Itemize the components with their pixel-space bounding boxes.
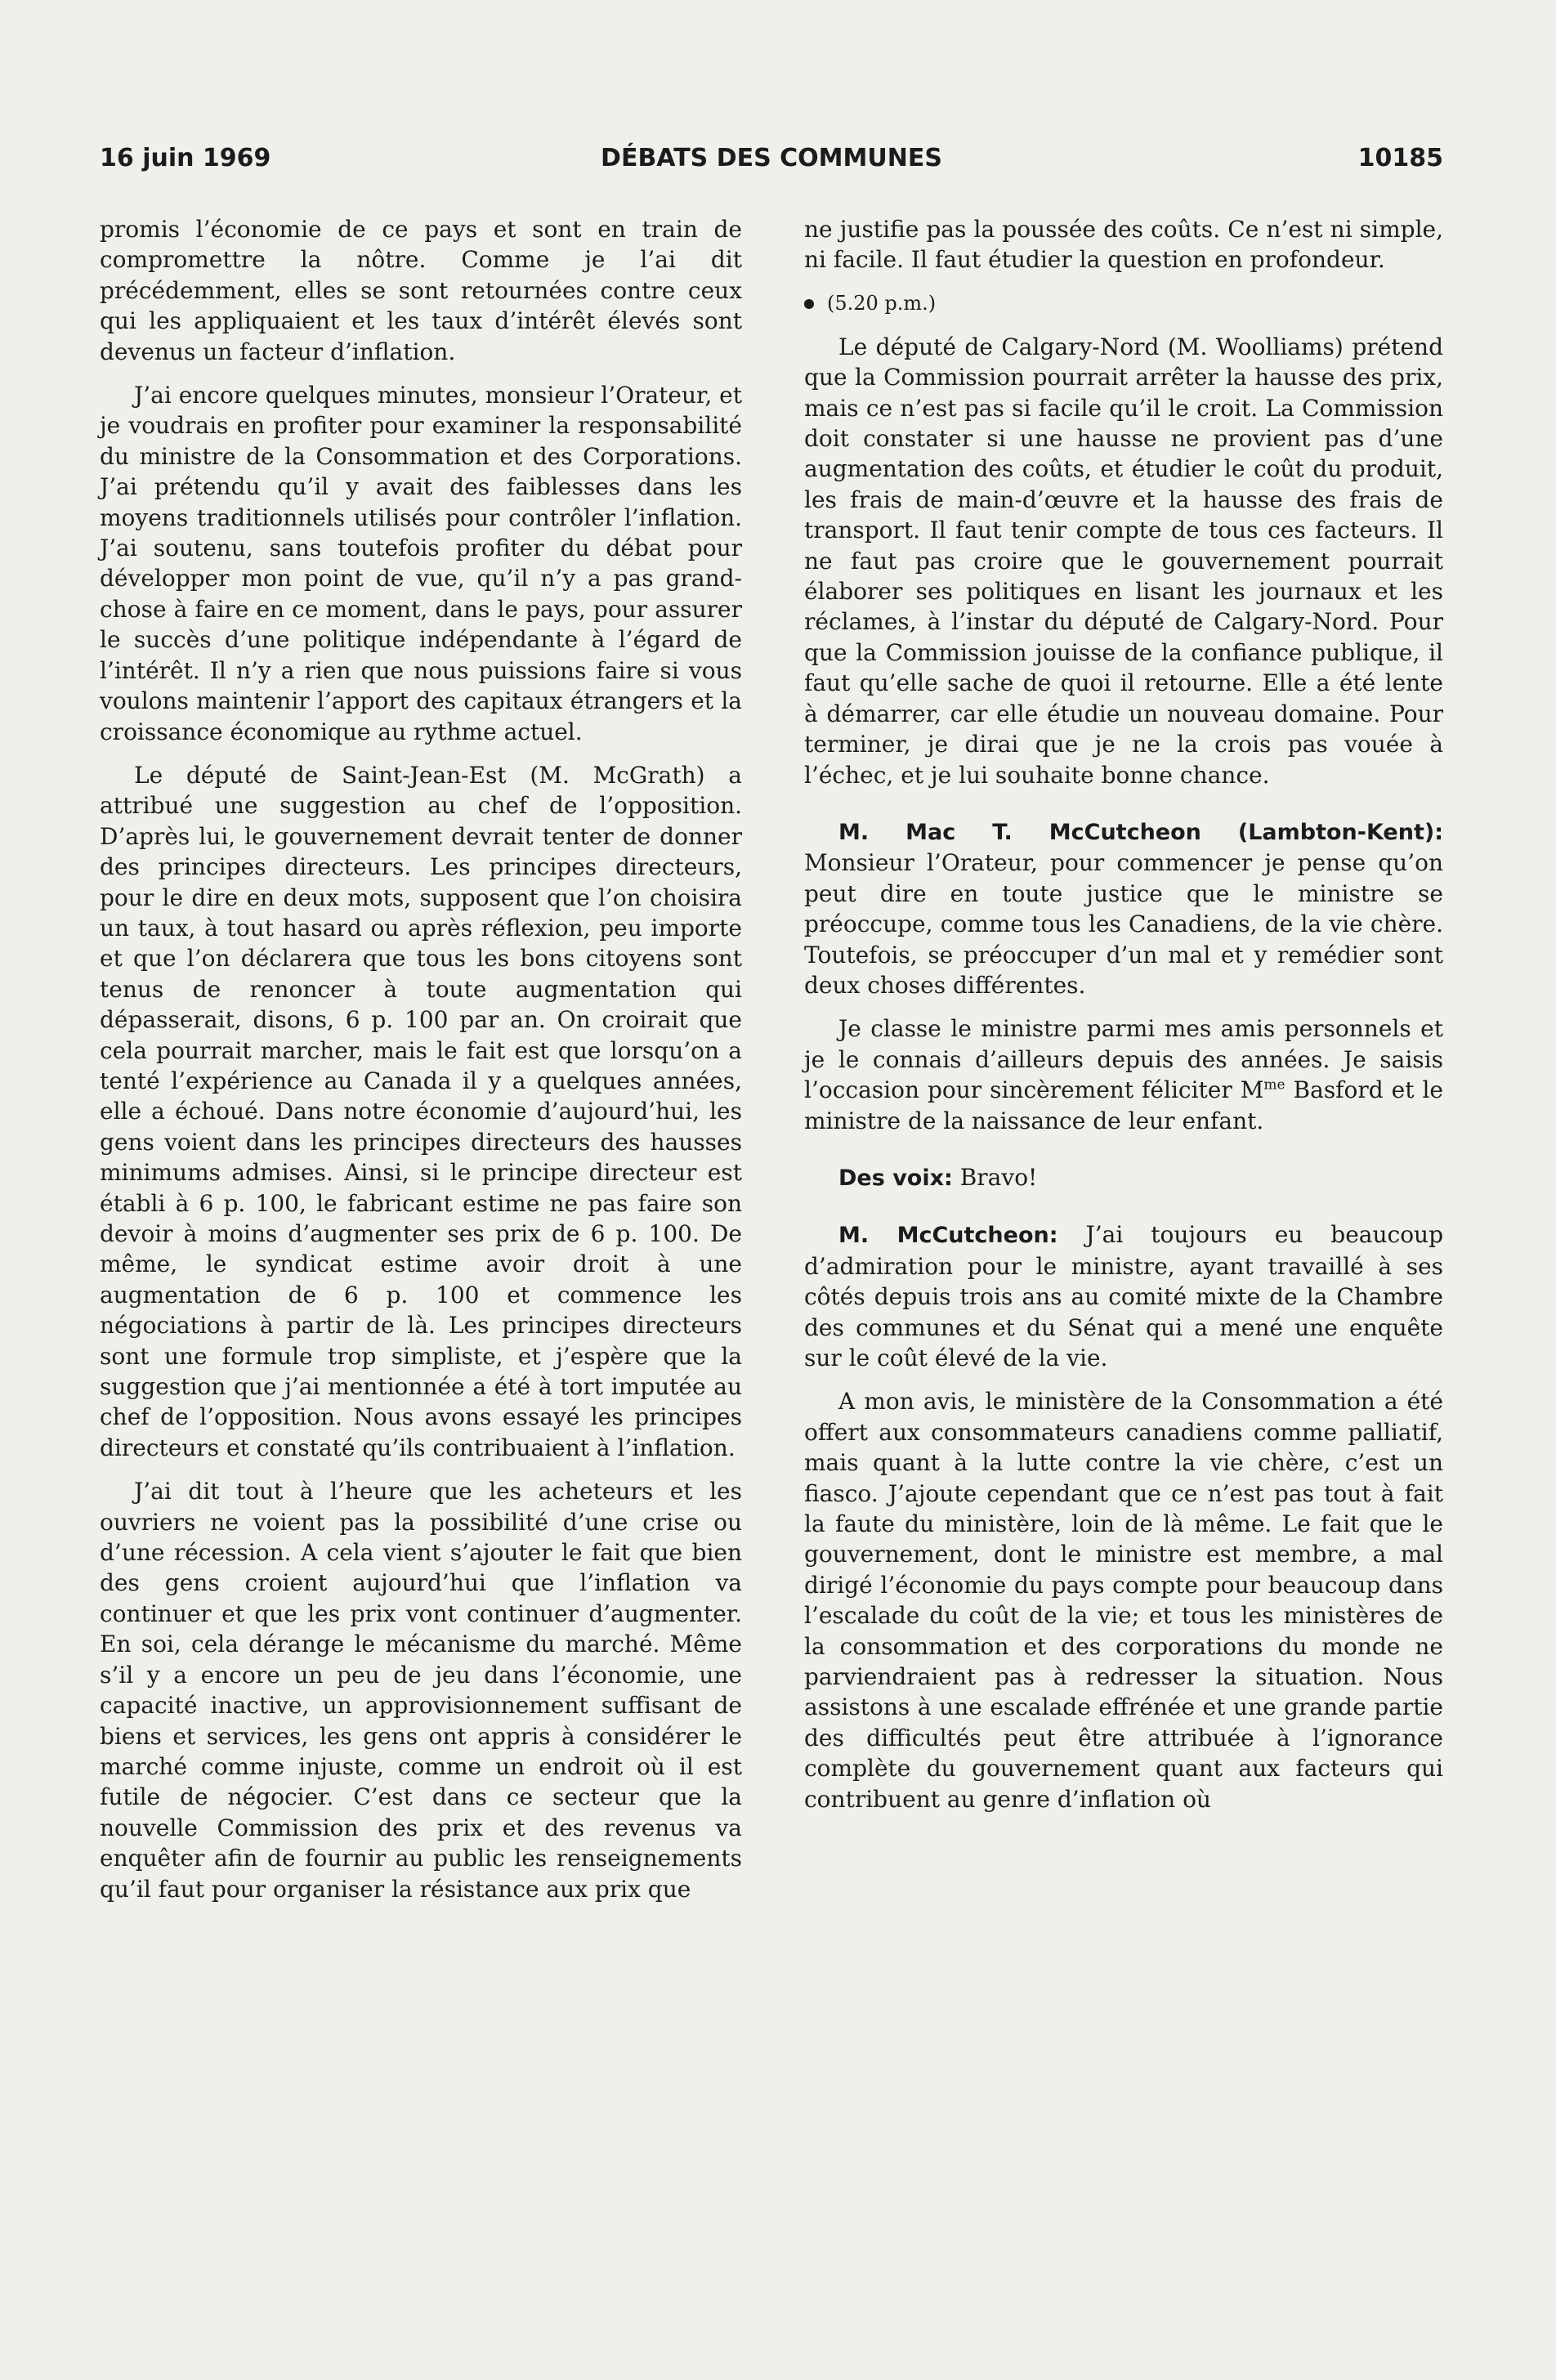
header-page-number: 10185 [1357,144,1443,172]
paragraph [804,816,1443,1000]
paragraph: Le député de Saint-Jean-Est (M. McGrath) a attribué une suggestion au chef de l’opposition. D’après lui, le gouvernement devrait tenter de donner des principes directeurs. Les principes directeurs, pour le dire en deux mots, supposent que l’on choisira un taux, à tout hasard ou après réflexion, peu importe et que l’on déclarera que tous les bons citoyens sont tenus de renoncer à toute augmentation qui dépasserait, disons, 6 p. 100 par an. On croirait que cela pourrait marcher, mais le fait est que lorsqu’on a tenté l’expérience au Canada il y a quelques années, elle a échoué. Dans notre économie d’aujourd’hui, les gens voient dans les principes directeurs des hausses minimums admises. Ainsi, si le principe directeur est établi à 6 p. 100, le fabricant estime ne pas faire son devoir à moins d’augmenter ses prix de 6 p. 100. De même, le syndicat estime avoir droit à une augmentation de 6 p. 100 et commence les négociations à partir de là. Les principes directeurs sont une formule trop simpliste, et j’espère que la suggestion que j’ai mentionnée a été à tort imputée au chef de l’opposition. Nous avons essayé les principes directeurs et constaté qu’ils contribuaient à l’inflation. [100,761,742,1461]
page-header [100,144,1443,185]
paragraph [804,1162,1443,1193]
paragraph: J’ai dit tout à l’heure que les acheteurs et les ouvriers ne voient pas la possibilité d’une crise ou d’une récession. A cela vient s’ajouter le fait que bien des gens croient aujourd’hui que l’inflation va continuer et que les prix vont continuer d’augmenter. En soi, cela dérange le mécanisme du marché. Même s’il y a encore un peu de jeu dans l’économie, une capacité inactive, un approvisionnement suffisant de biens et services, les gens ont appris à considérer le marché comme injuste, comme un endroit où il est futile de négocier. C’est dans ce secteur que la nouvelle Commission des prix et des revenus va enquêter afin de fournir au public les renseignements qu’il faut pour organiser la résistance aux prix que [100,1478,742,1903]
timestamp [804,289,1443,319]
header-title: DÉBATS DES COMMUNES [601,144,942,172]
left-column [100,214,742,1904]
speaker-name: M. McCutcheon: [838,1223,1058,1249]
paragraph: A mon avis, le ministère de la Consommation a été offert aux consommateurs canadiens comme palliatif, mais quant à la lutte contre la vie chère, c’est un fiasco. J’ajoute cependant que ce n’est pas tout à fait la faute du ministère, loin de là même. Le fait que le gouvernement, dont le ministre est membre, a mal dirigé l’économie du pays compte pour beaucoup dans l’escalade du coût de la vie; et tous les ministères de la consommation et des corporations du monde ne parviendraient pas à redresser la situation. Nous assistons à une escalade effrénée et une grande partie des difficultés peut être attribuée à l’ignorance complète du gouvernement quant aux facteurs qui contribuent au genre d’inflation où [804,1388,1443,1813]
paragraph-text: Monsieur l’Orateur, pour commencer je pense qu’on peut dire en toute justice que le ministre se préoccupe, comme tous les Canadiens, de la vie chère. Toutefois, se préoccuper d’un mal et y remédier sont deux choses différentes. [804,849,1443,999]
speaker-name: M. Mac T. McCutcheon (Lambton-Kent): [838,819,1443,845]
paragraph-text: Bravo! [959,1163,1038,1191]
paragraph [804,1219,1443,1373]
timestamp-text: (5.20 p.m.) [827,291,937,315]
paragraph: J’ai encore quelques minutes, monsieur l’Orateur, et je voudrais en profiter pour examiner la responsabilité du ministre de la Consommation et des Corporations. J’ai prétendu qu’il y avait des faiblesses dans les moyens traditionnels utilisés pour contrôler l’inflation. J’ai soutenu, sans toutefois profiter du débat pour développer mon point de vue, qu’il n’y a pas grand-chose à faire en ce moment, dans le pays, pour assurer le succès d’une politique indépendante à l’égard de l’intérêt. Il n’y a rien que nous puissions faire si vous voulons maintenir l’apport des capitaux étrangers et la croissance économique au rythme actuel. [100,382,742,745]
right-column [804,214,1443,1814]
speaker-name: Des voix: [838,1165,953,1191]
paragraph-text: J’ai toujours eu beaucoup d’admiration pour le ministre, ayant travaillé à ses côtés depuis trois ans au comité mixte de la Chambre des communes et du Sénat qui a mené une enquête sur le coût élevé de la vie. [804,1221,1444,1371]
paragraph-text: Je classe le ministre parmi mes amis personnels et je le connais d’ailleurs depuis des années. Je saisis l’occasion pour sincèrement féliciter M [804,1015,1443,1104]
paragraph: Le député de Calgary-Nord (M. Woolliams) prétend que la Commission pourrait arrêter la hausse des prix, mais ce n’est pas si facile qu’il le croit. La Commission doit constater si une hausse ne provient pas d’une augmentation des coûts, et étudier le coût du produit, les frais de main-d’œuvre et la hausse des frais de transport. Il faut tenir compte de tous ces facteurs. Il ne faut pas croire que le gouvernement pourrait élaborer ses politiques en lisant les journaux et les réclames, à l’instar du député de Calgary-Nord. Pour que la Commission jouisse de la confiance publique, il faut qu’elle sache de quoi il retourne. Elle a été lente à démarrer, car elle étudie un nouveau domaine. Pour terminer, je dirai que je ne la crois pas vouée à l’échec, et je lui souhaite bonne chance. [804,333,1443,789]
paragraph: ne justifie pas la poussée des coûts. Ce n’est ni simple, ni facile. Il faut étudier la question en profondeur. [804,216,1443,274]
superscript: me [1263,1076,1285,1094]
paragraph-text: Basford et le ministre de la naissance de leur enfant. [804,1076,1443,1134]
bullet-icon [804,299,814,309]
paragraph: promis l’économie de ce pays et sont en train de compromettre la nôtre. Comme je l’ai dit précédemment, elles se sont retournées contre ceux qui les appliquaient et les taux d’intérêt élevés sont devenus un facteur d’inflation. [100,216,742,365]
header-date: 16 juin 1969 [100,144,271,172]
paragraph [804,1013,1443,1136]
